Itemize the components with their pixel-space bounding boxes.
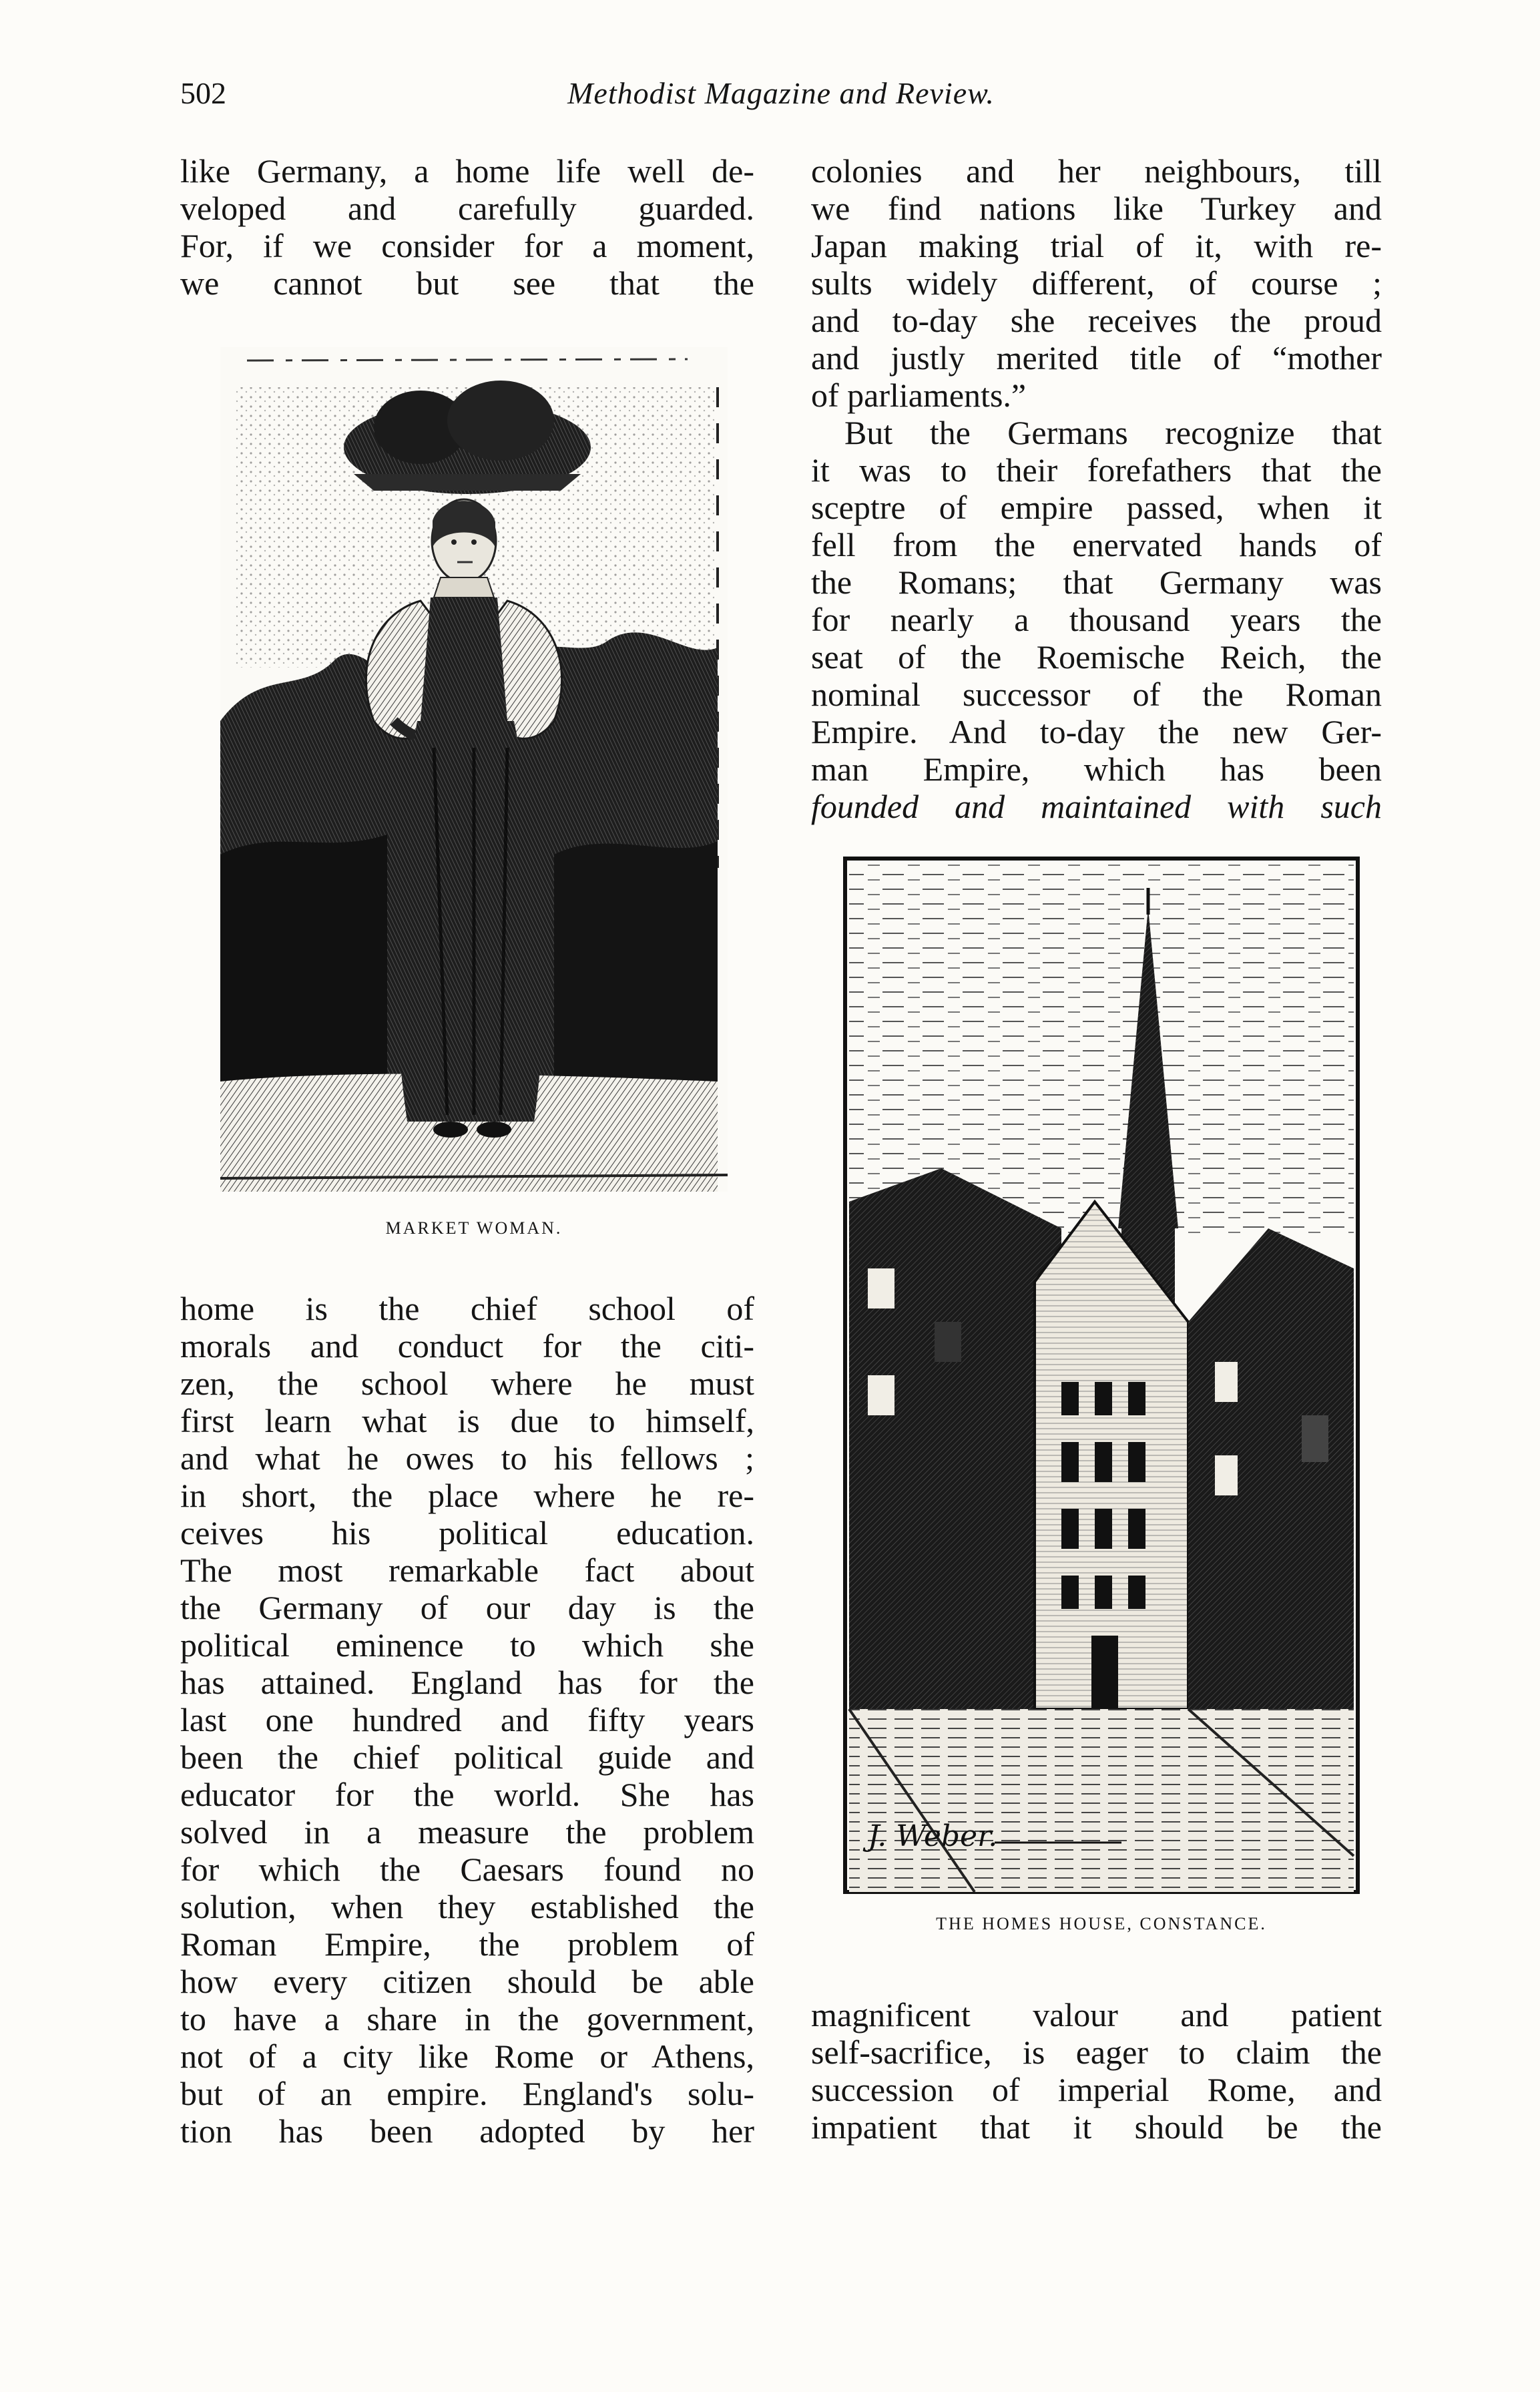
text-line: Japan making trial of it, with re- bbox=[811, 227, 1382, 264]
text-line: Empire. And to-day the new Ger- bbox=[811, 713, 1382, 750]
text-line: and what he owes to his fellows ; bbox=[180, 1439, 754, 1477]
right-column-bottom-text bbox=[811, 1996, 1382, 2146]
text-line: nominal successor of the Roman bbox=[811, 676, 1382, 713]
text-line: not of a city like Rome or Athens, bbox=[180, 2038, 754, 2075]
text-line: last one hundred and fifty years bbox=[180, 1701, 754, 1738]
engraver-signature: J. Weber. bbox=[868, 1819, 998, 1853]
text-line: solved in a measure the problem bbox=[180, 1813, 754, 1851]
text-line: The most remarkable fact about bbox=[180, 1551, 754, 1589]
running-head bbox=[180, 70, 1382, 117]
text-line: the Romans; that Germany was bbox=[811, 563, 1382, 601]
text-line: ceives his political education. bbox=[180, 1514, 754, 1551]
text-line: in short, the place where he re- bbox=[180, 1477, 754, 1514]
text-line: to have a share in the government, bbox=[180, 2000, 754, 2038]
text-line: morals and conduct for the citi- bbox=[180, 1327, 754, 1365]
text-line: for which the Caesars found no bbox=[180, 1851, 754, 1888]
page-number: 502 bbox=[180, 76, 226, 110]
text-line: for nearly a thousand years the bbox=[811, 601, 1382, 638]
text-line: impatient that it should be the bbox=[811, 2108, 1382, 2146]
text-line: and to-day she receives the proud bbox=[811, 302, 1382, 339]
text-line: man Empire, which has been bbox=[811, 750, 1382, 788]
right-column-top-text bbox=[811, 152, 1382, 825]
journal-title: Methodist Magazine and Review. bbox=[567, 76, 995, 110]
text-line: zen, the school where he must bbox=[180, 1365, 754, 1402]
text-line: and justly merited title of “mother bbox=[811, 339, 1382, 377]
text-line: Roman Empire, the problem of bbox=[180, 1925, 754, 1963]
text-line: self-sacrifice, is eager to claim the bbox=[811, 2034, 1382, 2071]
text-line: solution, when they established the bbox=[180, 1888, 754, 1925]
left-column-bottom-text bbox=[180, 1290, 754, 2150]
text-line: home is the chief school of bbox=[180, 1290, 754, 1327]
text-line: fell from the enervated hands of bbox=[811, 526, 1382, 563]
text-line: For, if we consider for a moment, bbox=[180, 227, 754, 264]
market-woman-illustration bbox=[220, 347, 728, 1192]
text-line: of parliaments.” bbox=[811, 377, 1027, 414]
text-line: but of an empire. England's solu- bbox=[180, 2075, 754, 2112]
market-woman-caption: MARKET WOMAN. bbox=[385, 1218, 563, 1238]
text-line: veloped and carefully guarded. bbox=[180, 190, 754, 227]
text-line: But the Germans recognize that bbox=[844, 414, 1382, 451]
text-line: been the chief political guide and bbox=[180, 1738, 754, 1776]
left-column-top-text bbox=[180, 152, 754, 302]
text-line: like Germany, a home life well de- bbox=[180, 152, 754, 190]
homes-house-caption: THE HOMES HOUSE, CONSTANCE. bbox=[936, 1914, 1267, 1933]
text-line: colonies and her neighbours, till bbox=[811, 152, 1382, 190]
text-line: it was to their forefathers that the bbox=[811, 451, 1382, 489]
homes-house-illustration bbox=[841, 855, 1362, 1896]
text-line: educator for the world. She has bbox=[180, 1776, 754, 1813]
text-line: has attained. England has for the bbox=[180, 1664, 754, 1701]
text-line: founded and maintained with such bbox=[811, 788, 1382, 825]
text-line: seat of the Roemische Reich, the bbox=[811, 638, 1382, 676]
text-line: political eminence to which she bbox=[180, 1626, 754, 1664]
text-line: sceptre of empire passed, when it bbox=[811, 489, 1382, 526]
text-line: tion has been adopted by her bbox=[180, 2112, 754, 2150]
text-line: the Germany of our day is the bbox=[180, 1589, 754, 1626]
text-line: we find nations like Turkey and bbox=[811, 190, 1382, 227]
homes-house-engraving bbox=[841, 855, 1362, 1896]
text-line: how every citizen should be able bbox=[180, 1963, 754, 2000]
text-line: magnificent valour and patient bbox=[811, 1996, 1382, 2034]
market-woman-engraving bbox=[220, 347, 728, 1192]
text-line: we cannot but see that the bbox=[180, 264, 754, 302]
text-line: sults widely different, of course ; bbox=[811, 264, 1382, 302]
text-line: succession of imperial Rome, and bbox=[811, 2071, 1382, 2108]
text-line: first learn what is due to himself, bbox=[180, 1402, 754, 1439]
